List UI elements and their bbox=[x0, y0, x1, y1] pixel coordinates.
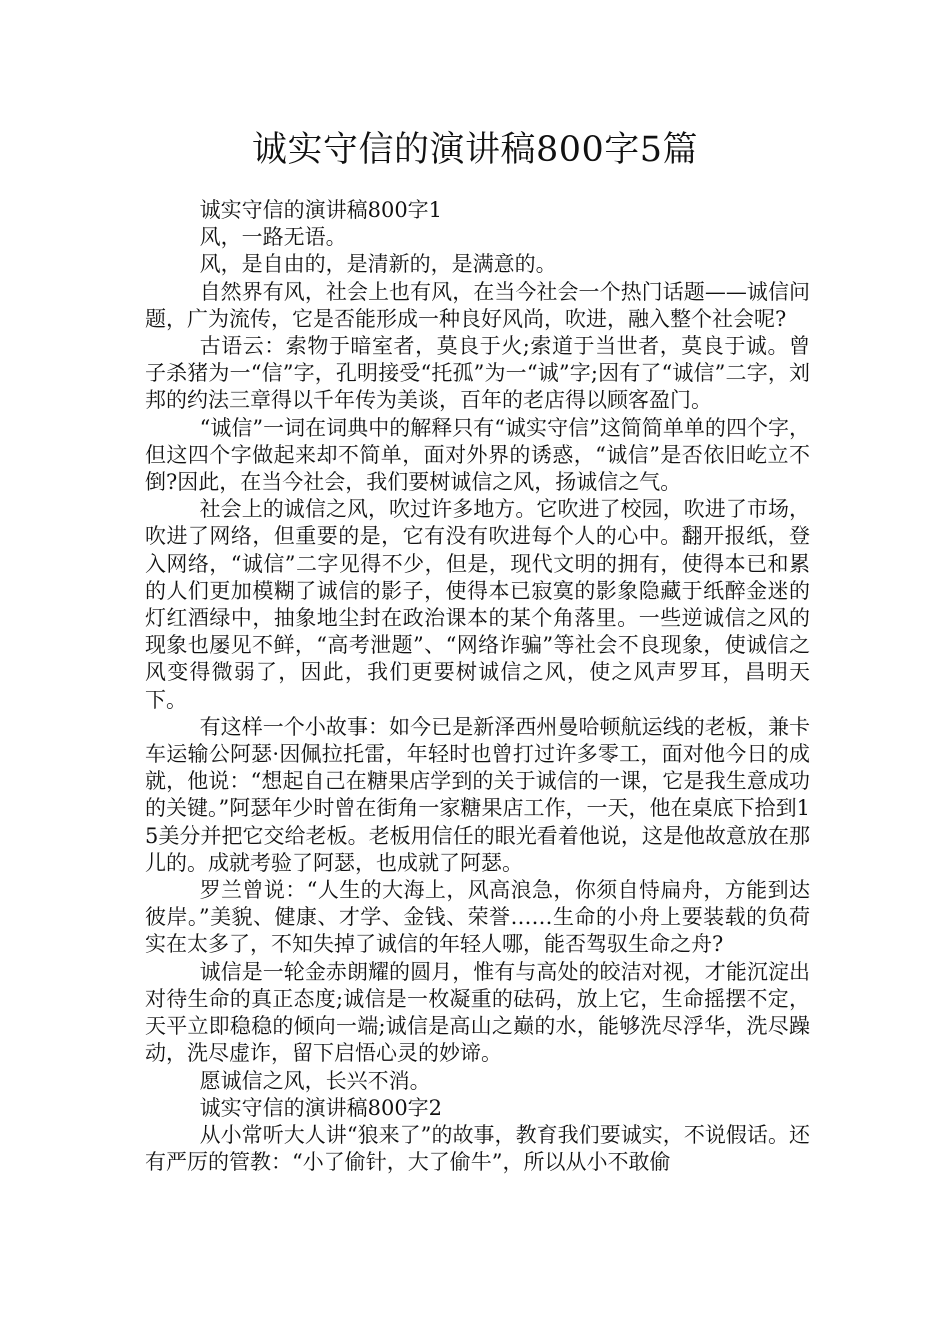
paragraph: 诚信是一轮金赤朗耀的圆月，惟有与高处的皎洁对视，才能沉淀出对待生命的真正态度;诚信是一枚凝重的砝码，放上它，生命摇摆不定，天平立即稳稳的倾向一端;诚信是高山之巅的水，能够洗尽浮华，洗尽躁动，洗尽虚诈，留下启悟心灵的妙谛。 bbox=[145, 959, 810, 1066]
section-heading-1: 诚实守信的演讲稿800字1 bbox=[199, 198, 443, 222]
paragraph: 从小常听大人讲“狼来了”的故事，教育我们要诚实，不说假话。还有严厉的管教：“小了偷针，大了偷牛”，所以从小不敢偷 bbox=[145, 1122, 810, 1175]
section-heading-2: 诚实守信的演讲稿800字2 bbox=[199, 1095, 443, 1120]
paragraph: 古语云：索物于暗室者，莫良于火;索道于当世者，莫良于诚。曾子杀猪为一“信”字，孔明接受“托孤”为一“诚”字;因有了“诚信”二字，刘邦的约法三章得以千年传为美谈，百年的老店得以顾客盈门。 bbox=[145, 334, 810, 413]
document-body bbox=[145, 197, 810, 1176]
paragraph: 愿诚信之风，长兴不消。 bbox=[199, 1068, 431, 1093]
paragraph: 社会上的诚信之风，吹过许多地方。它吹进了校园，吹进了市场，吹进了网络，但重要的是，它有没有吹进每个人的心中。翻开报纸，登入网络，“诚信”二字见得不少，但是，现代文明的拥有，使得本已和累的人们更加模糊了诚信的影子，使得本已寂寞的影象隐藏于纸醉金迷的灯红酒绿中，抽象地尘封在政治课本的某个角落里。一些逆诚信之风的现象也屡见不鲜，“高考泄题”、“网络诈骗”等社会不良现象，使诚信之风变得微弱了，因此，我们更要树诚信之风，使之风声罗耳，昌明天下。 bbox=[145, 497, 810, 712]
paragraph: 罗兰曾说：“人生的大海上，风高浪急，你须自恃扁舟，方能到达彼岸。”美貌、健康、才学、金钱、荣誉……生命的小舟上要装载的负荷实在太多了，不知失掉了诚信的年轻人哪，能否驾驭生命之舟? bbox=[145, 878, 810, 957]
paragraph: 风，一路无语。 bbox=[199, 225, 347, 250]
paragraph: “诚信”一词在词典中的解释只有“诚实守信”这简简单单的四个字，但这四个字做起来却不简单，面对外界的诱惑，“诚信”是否依旧屹立不倒?因此，在当今社会，我们要树诚信之风，扬诚信之气。 bbox=[145, 415, 810, 495]
document-title: 诚实守信的演讲稿800字5篇 bbox=[251, 130, 699, 170]
paragraph: 自然界有风，社会上也有风，在当今社会一个热门话题——诚信问题，广为流传，它是否能形成一种良好风尚，吹进，融入整个社会呢? bbox=[145, 279, 810, 331]
paragraph: 有这样一个小故事：如今已是新泽西州曼哈顿航运线的老板，兼卡车运输公阿瑟·因佩拉托雷，年轻时也曾打过许多零工，面对他今日的成就，他说：“想起自己在糖果店学到的关于诚信的一课，它是我生意成功的关键。”阿瑟年少时曾在街角一家糖果店工作，一天，他在桌底下拾到15美分并把它交给老板。老板用信任的眼光看着他说，这是他故意放在那儿的。成就考验了阿瑟，也成就了阿瑟。 bbox=[145, 714, 810, 875]
paragraph: 风，是自由的，是清新的，是满意的。 bbox=[199, 252, 557, 277]
